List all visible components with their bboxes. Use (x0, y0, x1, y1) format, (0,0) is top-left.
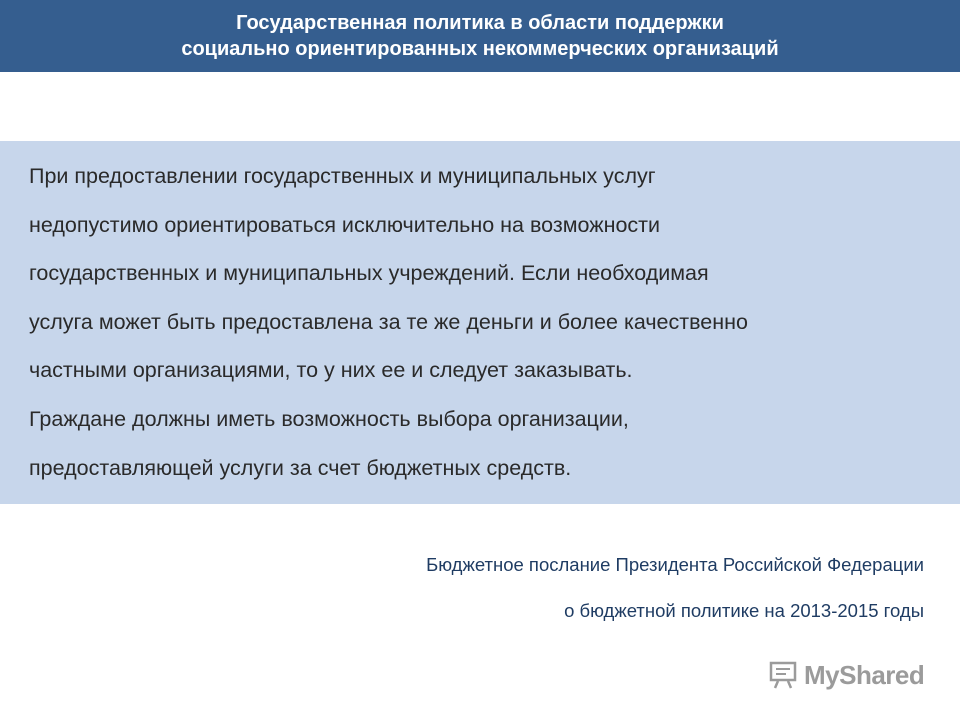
source-line-1: Бюджетное послание Президента Российской Федерации (426, 554, 924, 575)
presentation-board-icon (768, 660, 798, 690)
slide-title-line-1: Государственная политика в области поддержки (236, 12, 724, 34)
quote-text (29, 152, 949, 492)
quote-line: недопустимо ориентироваться исключительно на возможности (29, 212, 661, 237)
quote-line: частными организациями, то у них ее и следует заказывать. (29, 358, 633, 383)
slide-title-line-2: социально ориентированных некоммерческих организаций (181, 38, 779, 60)
source-line-2: о бюджетной политике на 2013-2015 годы (564, 600, 924, 621)
quote-line: Граждане должны иметь возможность выбора организации, (29, 406, 629, 431)
quote-line: предоставляющей услуги за счет бюджетных средств. (29, 455, 572, 480)
myshared-watermark (768, 655, 924, 695)
quote-line: При предоставлении государственных и муниципальных услуг (29, 164, 656, 188)
slide-header (0, 0, 960, 72)
watermark-label: MyShared (804, 659, 925, 690)
quote-line: государственных и муниципальных учреждений. Если необходимая (29, 261, 709, 286)
quote-source (124, 542, 924, 634)
quote-line: услуга может быть предоставлена за те же деньги и более качественно (29, 309, 748, 334)
